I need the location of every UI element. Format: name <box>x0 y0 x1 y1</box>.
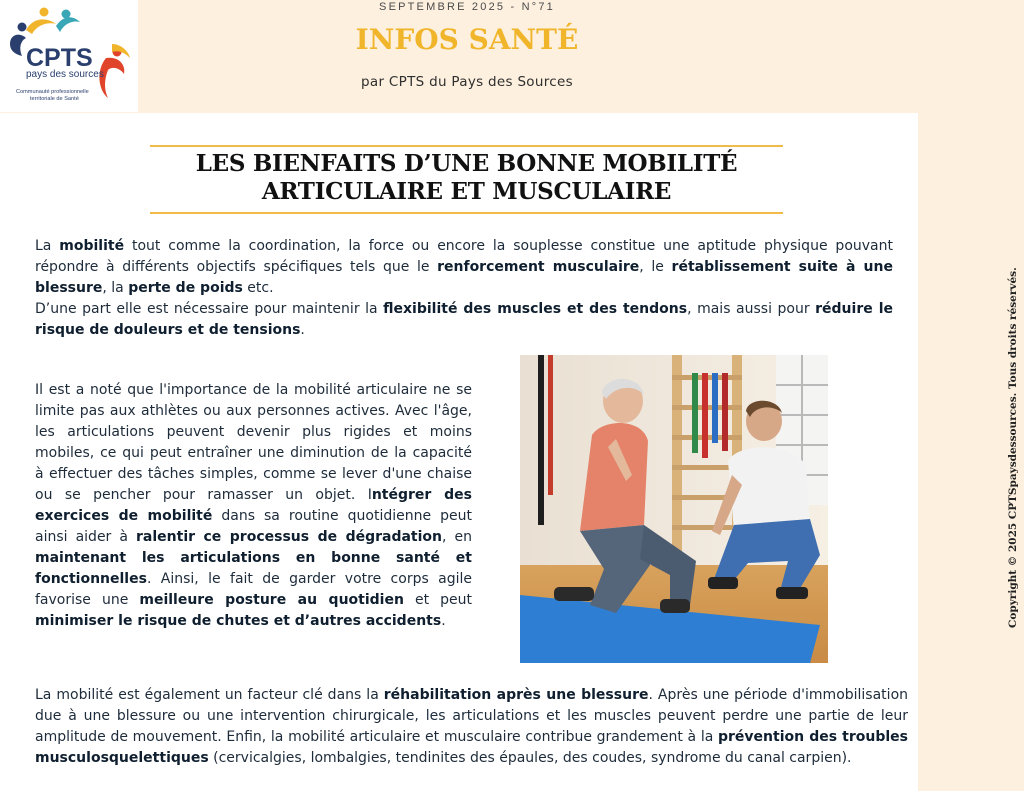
body-text: , la <box>102 280 129 296</box>
title-rule-bottom <box>150 212 783 214</box>
body-text: D’une part elle est nécessaire pour maintenir la <box>35 301 384 317</box>
body-text: tout comme la coordination, la force ou encore la souplesse constitue une aptitude physique pouvant répondre à différents objectifs spécifiques tels que le <box>35 238 893 275</box>
title-rule-top <box>150 145 783 147</box>
paragraph-rehabilitation <box>35 685 908 769</box>
emphasis-text: renforcement musculaire <box>437 259 640 275</box>
body-text: La mobilité est également un facteur clé dans la <box>35 687 384 703</box>
logo-subtitle: pays des sources <box>26 69 104 80</box>
article-title <box>150 150 783 206</box>
article-title-line-1: LES BIENFAITS D’UNE BONNE MOBILITÉ <box>195 150 738 177</box>
body-text: etc. <box>242 280 274 296</box>
logo-name: CPTS <box>26 44 93 72</box>
newsletter-title: INFOS SANTÉ <box>355 23 579 56</box>
cpts-logo <box>0 0 138 112</box>
emphasis-text: flexibilité des muscles et des tendons <box>383 301 688 317</box>
emphasis-text: minimiser le risque de chutes et d’autres accidents <box>35 613 442 629</box>
body-text: . <box>441 613 446 629</box>
body-text: . Après une période d'immobilisation due à une blessure ou une intervention chirurgicale, les articulations et les muscles peuvent perdre une partie de leur amplitude de mouvement. Enfin, la mobilité articulaire et musculaire contribue grandement à la <box>35 687 909 745</box>
emphasis-text: perte de poids <box>128 280 243 296</box>
body-text: Il est a noté que l'importance de la mobilité articulaire ne se limite pas aux athlètes ou aux personnes actives. Avec l'âge, les articulations peuvent devenir plus rigides et moins mobiles, ce qui peut entraîner une diminution de la capacité à effectuer des tâches simples, comme se lever d'une chaise ou se pencher pour ramasser un objet. I <box>35 382 472 503</box>
body-text: , en <box>442 529 472 545</box>
photo-illustration <box>520 355 828 663</box>
body-text: (cervicalgies, lombalgies, tendinites des épaules, des coudes, syndrome du canal carpien). <box>208 750 852 766</box>
logo-graphic <box>0 0 138 112</box>
emphasis-text: prévention des troubles musculosquelettiques <box>35 729 909 766</box>
paragraph-intro <box>35 236 893 341</box>
physiotherapy-photo <box>520 355 828 663</box>
emphasis-text: maintenant les articulations en bonne santé et fonctionnelles <box>35 550 472 587</box>
emphasis-text: meilleure posture au quotidien <box>139 592 404 608</box>
copyright-notice: Copyright © 2025 CPTSpaysdessources. Tous droits réservés. <box>1007 267 1019 628</box>
emphasis-text: ralentir ce processus de dégradation <box>136 529 442 545</box>
emphasis-text: réduire le risque de douleurs et de tensions <box>35 301 893 338</box>
emphasis-text: rétablissement suite à une blessure <box>35 259 893 296</box>
article-title-line-2: ARTICULAIRE ET MUSCULAIRE <box>261 178 672 205</box>
body-text: , le <box>639 259 672 275</box>
logo-tagline-2: territoriale de Santé <box>30 96 79 102</box>
body-text: . <box>300 322 305 338</box>
body-text: dans sa routine quotidienne peut ainsi aider à <box>35 508 472 545</box>
body-text: , mais aussi pour <box>687 301 816 317</box>
body-text: La <box>35 238 60 254</box>
paragraph-ageing <box>35 380 472 632</box>
byline: par CPTS du Pays des Sources <box>361 74 573 90</box>
body-text: et peut <box>403 592 472 608</box>
body-text: . Ainsi, le fait de garder votre corps agile favorise une <box>35 571 472 608</box>
emphasis-text: réhabilitation après une blessure <box>383 687 649 703</box>
logo-tagline-1: Communauté professionnelle <box>16 89 89 95</box>
article-panel <box>0 113 918 791</box>
issue-label: SEPTEMBRE 2025 - N°71 <box>379 1 555 13</box>
emphasis-text: ntégrer des exercices de mobilité <box>35 487 472 524</box>
emphasis-text: mobilité <box>59 238 125 254</box>
